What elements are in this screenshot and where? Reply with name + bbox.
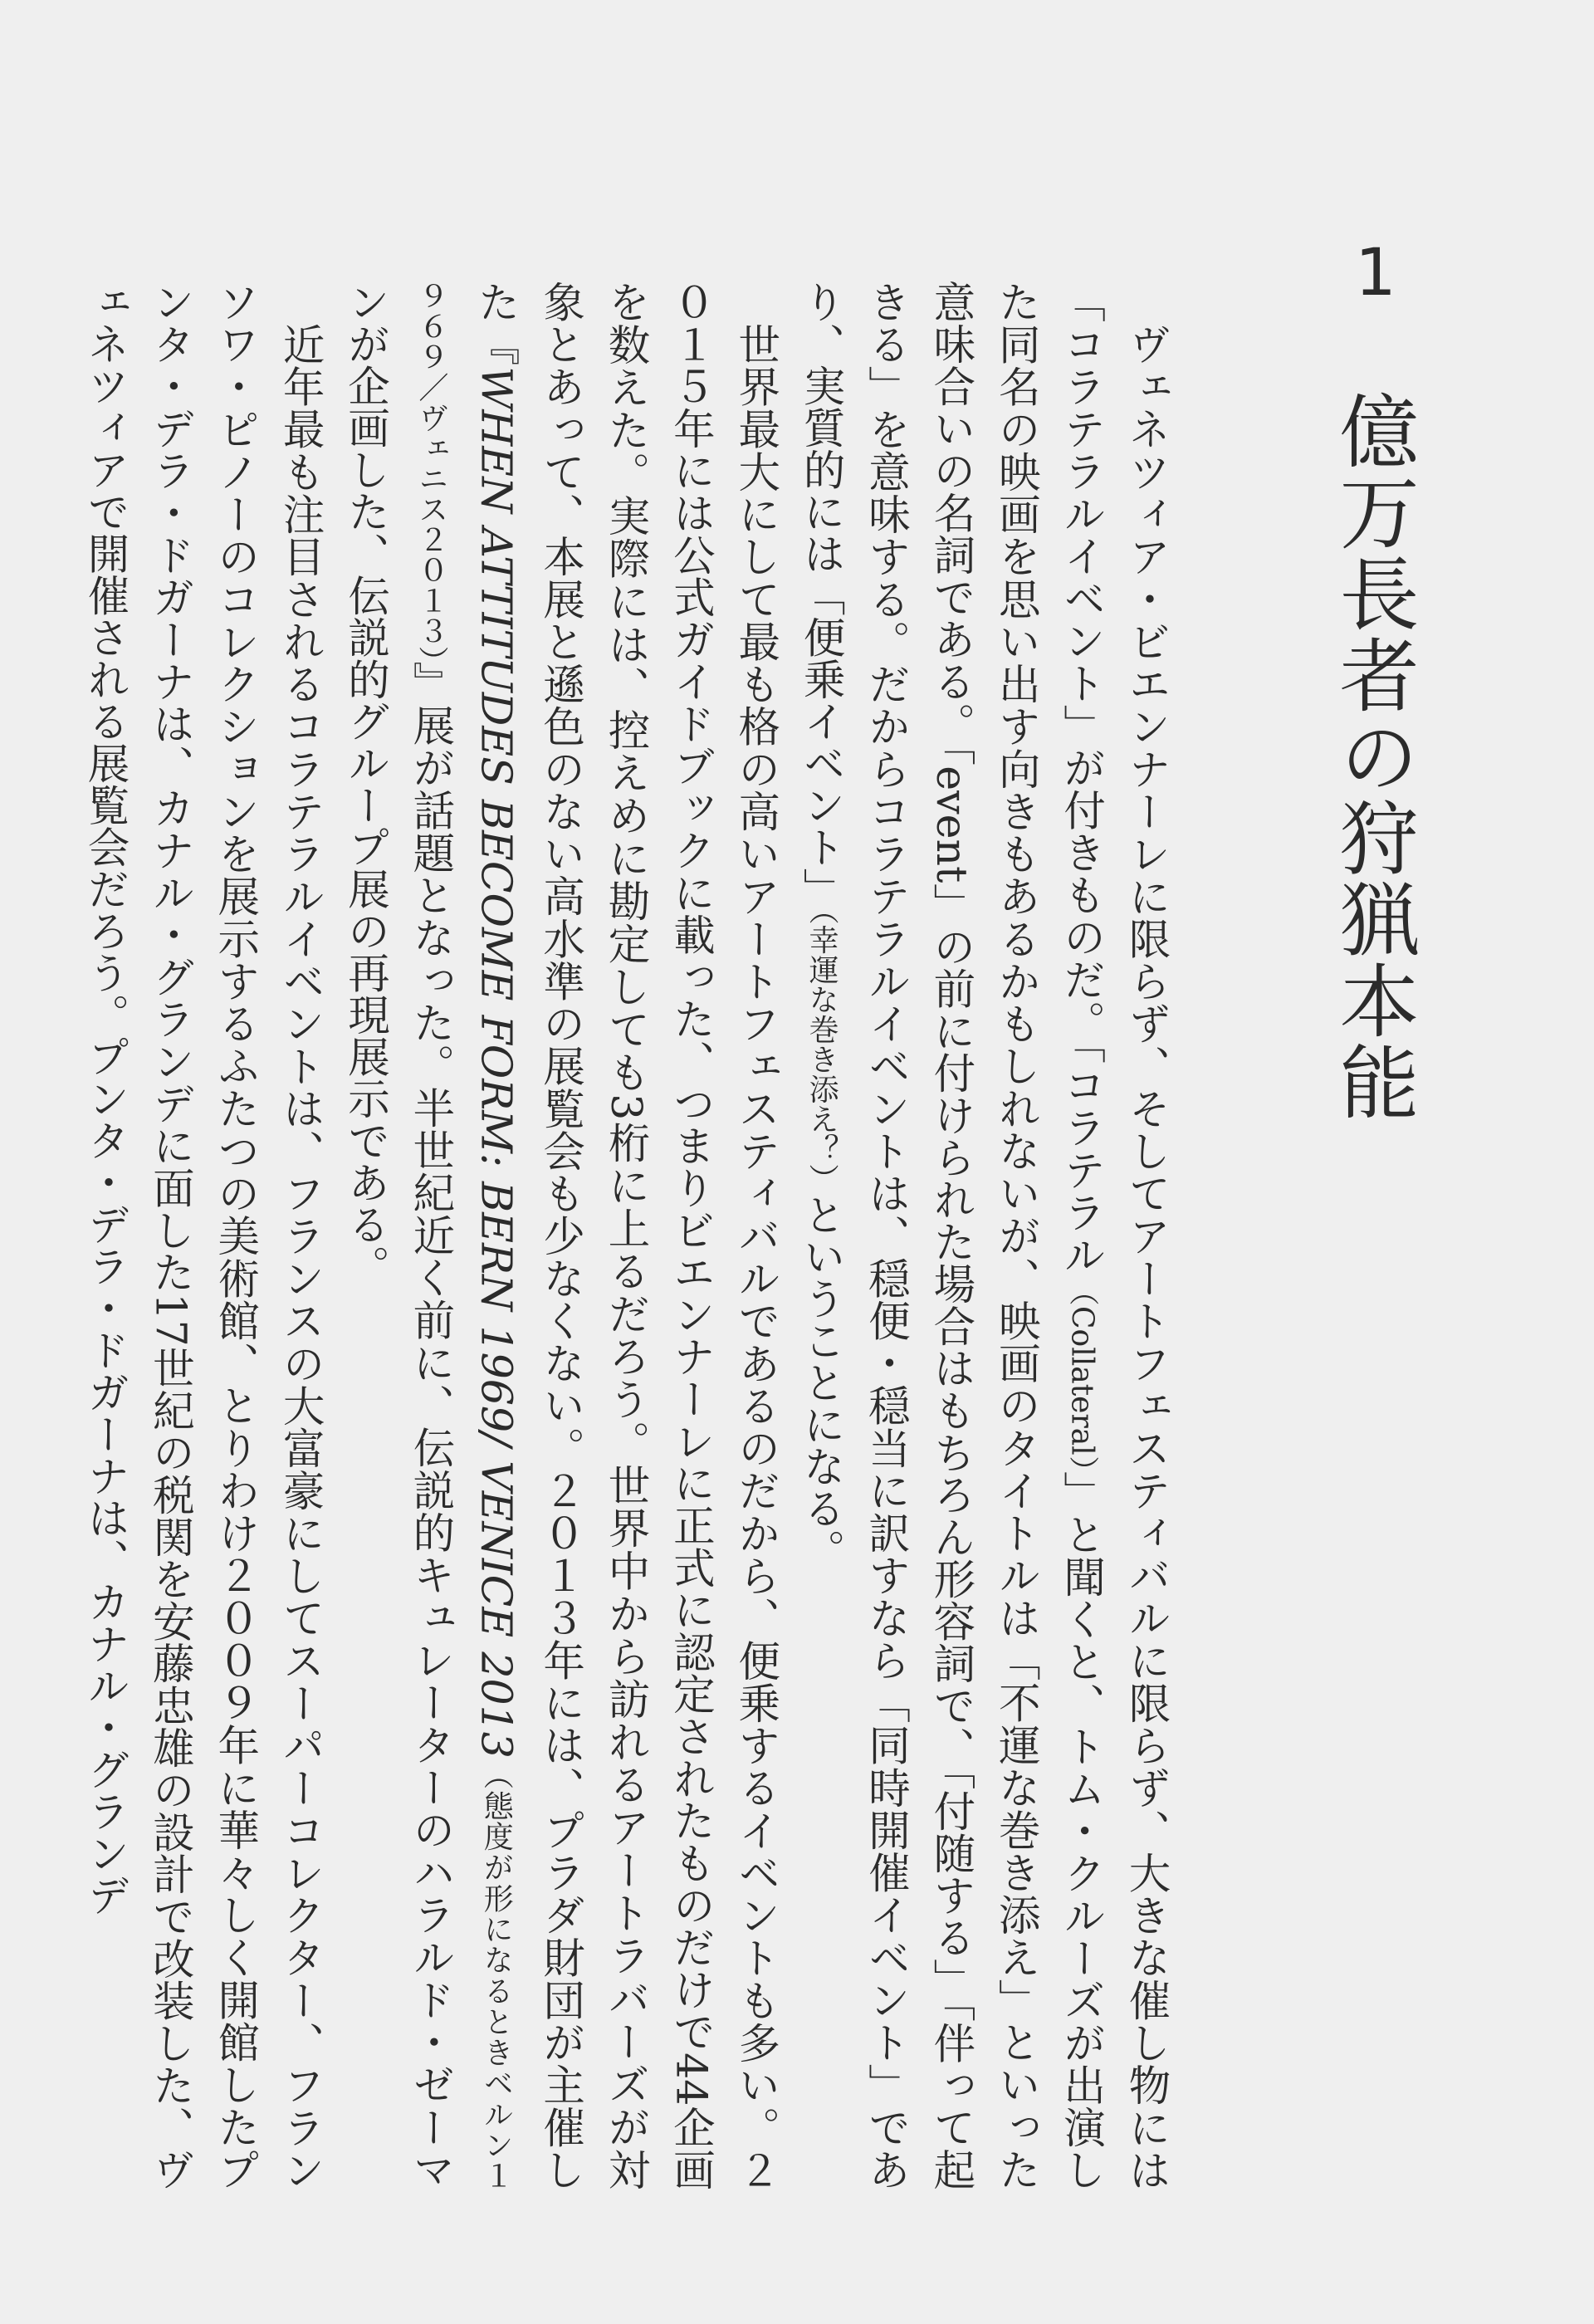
paragraph-1-annotation-lucky: （幸運な巻き添え？） xyxy=(804,909,839,1194)
paragraph-1-text-1: ヴェネツィア・ビエンナーレに限らず、そしてアートフェスティバルに限らず、大きな催し物には「コラテラルイベント」が付きものだ。「コラテラル xyxy=(1057,281,1171,2191)
paragraph-1 xyxy=(789,281,1179,2190)
paragraph-2-annotation-translation: （態度が形になるときベルン１９６９／ヴェニス２０１３） xyxy=(413,281,514,2191)
body-text xyxy=(81,281,1179,2191)
paragraph-2-text-2: 』展が話題となった。半世紀近く前に、伝説的キュレーターのハラルド・ゼーマンが企画した、伝説的グループ展の再現展示である。 xyxy=(341,281,456,2191)
paragraph-3-text-1: 近年最も注目されるコラテラルイベントは、フランスの大富豪にしてスーパーコレクター、フランソワ・ピノーのコレクションを展示するふたつの美術館、とりわけ２００９年に華々しく開館したプンタ・デラ・ドガーナは、カナル・グランデに面した17世紀の税関を安藤忠雄の設計で改装した、ヴェネツィアで開催される展覧会だろう。プンタ・デラ・ドガーナは、カナル・グランデ xyxy=(81,281,326,2190)
chapter-title: 億万長者の狩猟本能 xyxy=(1327,390,1420,1123)
paragraph-1-annotation-collateral: （Collateral） xyxy=(1064,1275,1099,1471)
paragraph-2-text-1: 世界最大にして最も格の高いアートフェスティバルであるのだから、便乗するイベントも多い。２０１５年には公式ガイドブックに載った、つまりビエンナーレに正式に認定されたものだけで44企画を数えた。実際には、控えめに勘定しても3桁に上るだろう。世界中から訪れるアートラバーズが対象とあって、本展と遜色のない高水準の展覧会も少なくない。２０１３年には、プラダ財団が主催した『 xyxy=(472,281,781,2190)
paragraph-1-text-3: ということになる。 xyxy=(797,1193,847,1571)
paragraph-2-exhibition-title: WHEN ATTITUDES BECOME FORM: BERN 1969/ VENICE 2013 xyxy=(472,366,521,1759)
paragraph-2 xyxy=(333,281,789,2190)
chapter-number: 1 xyxy=(1355,236,1396,311)
paragraph-3 xyxy=(73,281,334,2190)
paragraph-1-text-2: 」と聞くと、トム・クルーズが出演した同名の映画を思い出す向きもあるかもしれないが、映画のタイトルは「不運な巻き添え」といった意味合いの名詞である。「event」の前に付けられた場合はもちろん形容詞で、「付随する」「伴って起きる」を意味する。だからコラテラルイベントは、穏便・穏当に訳すなら「同時開催イベント」であり、実質的には「便乗イベント」 xyxy=(797,281,1107,2190)
